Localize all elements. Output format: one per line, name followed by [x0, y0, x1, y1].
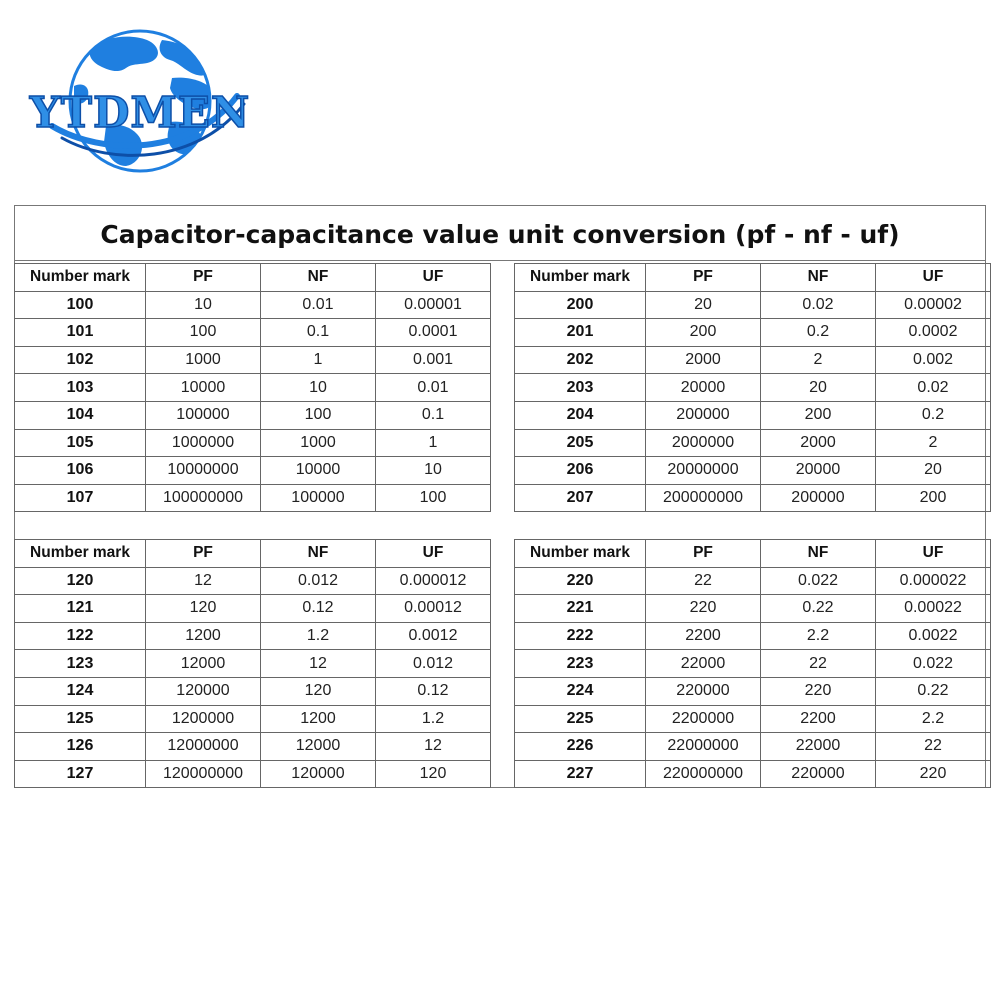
number-mark-cell: 220: [515, 567, 646, 595]
table-row: [515, 705, 991, 733]
table-row: [15, 567, 491, 595]
number-mark-cell: 226: [515, 733, 646, 761]
pf-cell: 200000000: [646, 484, 761, 512]
pf-cell: 1000000: [146, 429, 261, 457]
table-row: [15, 291, 491, 319]
uf-cell: 0.022: [876, 650, 991, 678]
number-mark-cell: 127: [15, 760, 146, 788]
uf-cell: 0.02: [876, 374, 991, 402]
uf-cell: 1: [376, 429, 491, 457]
uf-cell: 0.00002: [876, 291, 991, 319]
nf-cell: 10000: [261, 457, 376, 485]
number-mark-cell: 103: [15, 374, 146, 402]
uf-cell: 0.01: [376, 374, 491, 402]
pf-cell: 22000: [646, 650, 761, 678]
table-row: [15, 401, 491, 429]
pf-cell: 1200000: [146, 705, 261, 733]
uf-cell: 2: [876, 429, 991, 457]
column-header: UF: [376, 540, 491, 568]
column-header: PF: [146, 540, 261, 568]
column-header: PF: [646, 540, 761, 568]
table-row: [15, 319, 491, 347]
number-mark-cell: 203: [515, 374, 646, 402]
table-row: [15, 733, 491, 761]
number-mark-cell: 221: [515, 595, 646, 623]
pf-cell: 2200: [646, 622, 761, 650]
nf-cell: 2: [761, 346, 876, 374]
table-header-row: [15, 264, 491, 292]
pf-cell: 2200000: [646, 705, 761, 733]
pf-cell: 10: [146, 291, 261, 319]
table-row: [515, 595, 991, 623]
nf-cell: 220000: [761, 760, 876, 788]
table-row: [515, 401, 991, 429]
nf-cell: 20000: [761, 457, 876, 485]
nf-cell: 20: [761, 374, 876, 402]
nf-cell: 200: [761, 401, 876, 429]
uf-cell: 0.002: [876, 346, 991, 374]
pf-cell: 1000: [146, 346, 261, 374]
uf-cell: 0.000012: [376, 567, 491, 595]
table-header-row: [515, 540, 991, 568]
pf-cell: 100000000: [146, 484, 261, 512]
conversion-table: [14, 539, 491, 788]
nf-cell: 100: [261, 401, 376, 429]
pf-cell: 20000: [646, 374, 761, 402]
pf-cell: 100000: [146, 401, 261, 429]
table-row: [515, 346, 991, 374]
uf-cell: 1.2: [376, 705, 491, 733]
number-mark-cell: 123: [15, 650, 146, 678]
pf-cell: 12: [146, 567, 261, 595]
table-row: [15, 705, 491, 733]
uf-cell: 0.0022: [876, 622, 991, 650]
number-mark-cell: 126: [15, 733, 146, 761]
table-row: [515, 622, 991, 650]
number-mark-cell: 102: [15, 346, 146, 374]
table-row: [515, 677, 991, 705]
number-mark-cell: 122: [15, 622, 146, 650]
number-mark-cell: 105: [15, 429, 146, 457]
table-row: [15, 346, 491, 374]
uf-cell: 0.00022: [876, 595, 991, 623]
nf-cell: 10: [261, 374, 376, 402]
nf-cell: 22000: [761, 733, 876, 761]
uf-cell: 2.2: [876, 705, 991, 733]
table-row: [15, 760, 491, 788]
brand-logo: [22, 26, 258, 176]
nf-cell: 12: [261, 650, 376, 678]
pf-cell: 22: [646, 567, 761, 595]
number-mark-cell: 224: [515, 677, 646, 705]
nf-cell: 0.02: [761, 291, 876, 319]
pf-cell: 200000: [646, 401, 761, 429]
number-mark-cell: 202: [515, 346, 646, 374]
nf-cell: 1.2: [261, 622, 376, 650]
table-row: [15, 484, 491, 512]
column-header: NF: [761, 264, 876, 292]
number-mark-cell: 225: [515, 705, 646, 733]
pf-cell: 220: [646, 595, 761, 623]
nf-cell: 1: [261, 346, 376, 374]
uf-cell: 0.1: [376, 401, 491, 429]
column-header: PF: [646, 264, 761, 292]
uf-cell: 0.000022: [876, 567, 991, 595]
table-row: [15, 374, 491, 402]
nf-cell: 2200: [761, 705, 876, 733]
nf-cell: 12000: [261, 733, 376, 761]
uf-cell: 100: [376, 484, 491, 512]
table-row: [515, 374, 991, 402]
conversion-table: [514, 539, 991, 788]
uf-cell: 20: [876, 457, 991, 485]
nf-cell: 2.2: [761, 622, 876, 650]
number-mark-cell: 207: [515, 484, 646, 512]
nf-cell: 0.22: [761, 595, 876, 623]
table-row: [15, 595, 491, 623]
column-header: Number mark: [515, 540, 646, 568]
pf-cell: 100: [146, 319, 261, 347]
nf-cell: 0.01: [261, 291, 376, 319]
pf-cell: 120000: [146, 677, 261, 705]
uf-cell: 0.001: [376, 346, 491, 374]
number-mark-cell: 227: [515, 760, 646, 788]
number-mark-cell: 120: [15, 567, 146, 595]
table-header-row: [515, 264, 991, 292]
uf-cell: 10: [376, 457, 491, 485]
number-mark-cell: 101: [15, 319, 146, 347]
uf-cell: 0.0002: [876, 319, 991, 347]
pf-cell: 20: [646, 291, 761, 319]
column-header: UF: [876, 264, 991, 292]
uf-cell: 0.00001: [376, 291, 491, 319]
pf-cell: 10000: [146, 374, 261, 402]
pf-cell: 120000000: [146, 760, 261, 788]
pf-cell: 20000000: [646, 457, 761, 485]
column-header: Number mark: [15, 264, 146, 292]
number-mark-cell: 124: [15, 677, 146, 705]
table-row: [15, 650, 491, 678]
uf-cell: 0.012: [376, 650, 491, 678]
number-mark-cell: 125: [15, 705, 146, 733]
nf-cell: 22: [761, 650, 876, 678]
uf-cell: 0.12: [376, 677, 491, 705]
nf-cell: 200000: [761, 484, 876, 512]
brand-name: YTDMEN: [29, 88, 251, 137]
nf-cell: 0.1: [261, 319, 376, 347]
table-row: [515, 760, 991, 788]
pf-cell: 120: [146, 595, 261, 623]
number-mark-cell: 223: [515, 650, 646, 678]
nf-cell: 120: [261, 677, 376, 705]
table-row: [515, 319, 991, 347]
nf-cell: 0.022: [761, 567, 876, 595]
table-top-right: [514, 263, 990, 512]
pf-cell: 10000000: [146, 457, 261, 485]
pf-cell: 22000000: [646, 733, 761, 761]
column-header: PF: [146, 264, 261, 292]
page-title: Capacitor-capacitance value unit conversion (pf - nf - uf): [15, 206, 985, 261]
pf-cell: 2000: [646, 346, 761, 374]
uf-cell: 0.22: [876, 677, 991, 705]
pf-cell: 1200: [146, 622, 261, 650]
pf-cell: 220000000: [646, 760, 761, 788]
table-row: [15, 622, 491, 650]
table-row: [515, 291, 991, 319]
pf-cell: 12000: [146, 650, 261, 678]
column-header: UF: [876, 540, 991, 568]
number-mark-cell: 106: [15, 457, 146, 485]
number-mark-cell: 222: [515, 622, 646, 650]
nf-cell: 1200: [261, 705, 376, 733]
nf-cell: 0.012: [261, 567, 376, 595]
nf-cell: 0.12: [261, 595, 376, 623]
pf-cell: 12000000: [146, 733, 261, 761]
number-mark-cell: 200: [515, 291, 646, 319]
table-row: [15, 457, 491, 485]
uf-cell: 0.2: [876, 401, 991, 429]
pf-cell: 2000000: [646, 429, 761, 457]
table-row: [515, 650, 991, 678]
number-mark-cell: 205: [515, 429, 646, 457]
column-header: NF: [761, 540, 876, 568]
uf-cell: 0.0001: [376, 319, 491, 347]
number-mark-cell: 104: [15, 401, 146, 429]
nf-cell: 0.2: [761, 319, 876, 347]
number-mark-cell: 100: [15, 291, 146, 319]
nf-cell: 220: [761, 677, 876, 705]
uf-cell: 22: [876, 733, 991, 761]
conversion-table: [14, 263, 491, 512]
table-row: [515, 733, 991, 761]
pf-cell: 200: [646, 319, 761, 347]
uf-cell: 0.00012: [376, 595, 491, 623]
number-mark-cell: 121: [15, 595, 146, 623]
column-header: NF: [261, 264, 376, 292]
nf-cell: 2000: [761, 429, 876, 457]
nf-cell: 1000: [261, 429, 376, 457]
column-header: UF: [376, 264, 491, 292]
table-top-left: [14, 263, 490, 512]
nf-cell: 100000: [261, 484, 376, 512]
column-header: Number mark: [515, 264, 646, 292]
uf-cell: 120: [376, 760, 491, 788]
table-row: [15, 429, 491, 457]
number-mark-cell: 201: [515, 319, 646, 347]
table-row: [15, 677, 491, 705]
table-row: [515, 429, 991, 457]
number-mark-cell: 206: [515, 457, 646, 485]
uf-cell: 220: [876, 760, 991, 788]
uf-cell: 0.0012: [376, 622, 491, 650]
column-header: NF: [261, 540, 376, 568]
table-row: [515, 567, 991, 595]
conversion-table: [514, 263, 991, 512]
table-row: [515, 457, 991, 485]
table-bottom-right: [514, 539, 990, 788]
number-mark-cell: 107: [15, 484, 146, 512]
pf-cell: 220000: [646, 677, 761, 705]
column-header: Number mark: [15, 540, 146, 568]
table-header-row: [15, 540, 491, 568]
uf-cell: 12: [376, 733, 491, 761]
table-bottom-left: [14, 539, 490, 788]
nf-cell: 120000: [261, 760, 376, 788]
uf-cell: 200: [876, 484, 991, 512]
table-row: [515, 484, 991, 512]
number-mark-cell: 204: [515, 401, 646, 429]
